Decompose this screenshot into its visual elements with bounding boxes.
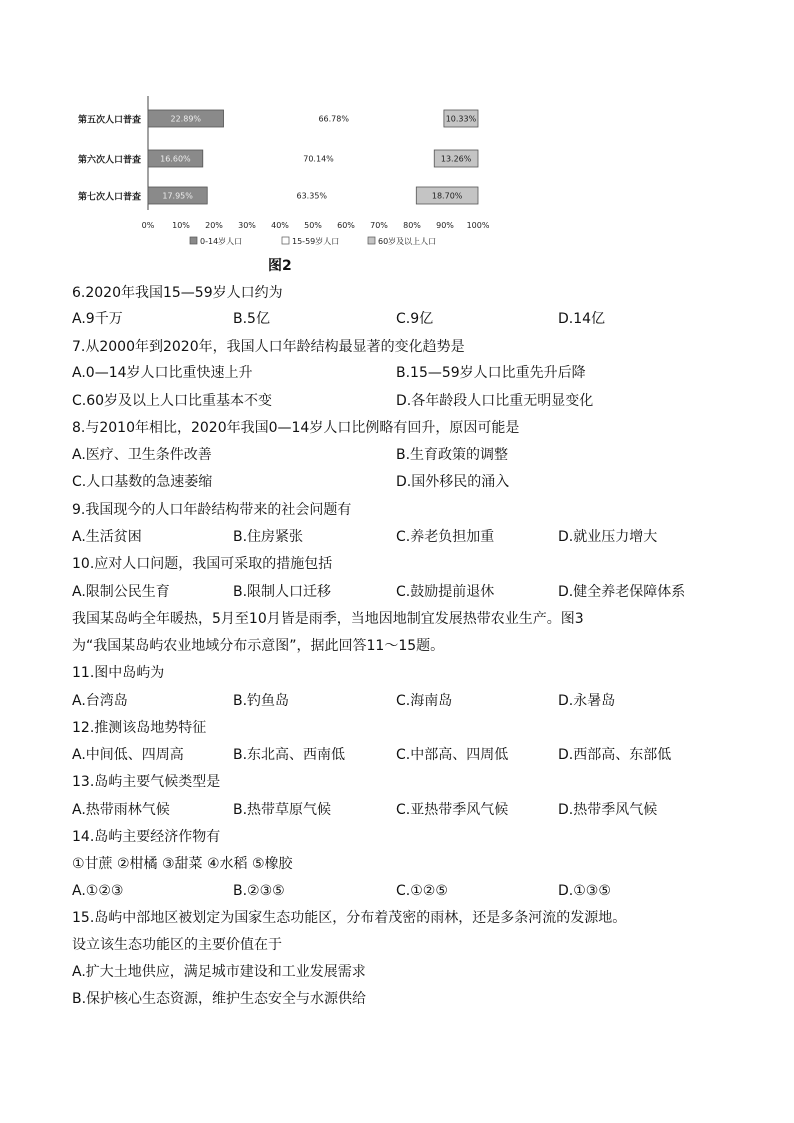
question-9-stem: 9.我国现今的人口年龄结构带来的社会问题有 xyxy=(72,502,352,518)
q6-option-b: B.5亿 xyxy=(233,311,270,327)
q6-option-d: D.14亿 xyxy=(558,311,606,327)
x-tick-label: 60% xyxy=(337,221,355,230)
figure-caption: 图2 xyxy=(268,258,292,274)
q12-option-c: C.中部高、四周低 xyxy=(396,747,509,763)
question-7-stem: 7.从2000年到2020年，我国人口年龄结构最显著的变化趋势是 xyxy=(72,339,465,355)
q10-option-a: A.限制公民生育 xyxy=(72,584,170,600)
q6-option-c: C.9亿 xyxy=(396,311,434,327)
question-14-stem: 14.岛屿主要经济作物有 xyxy=(72,829,221,845)
q9-option-c: C.养老负担加重 xyxy=(396,529,495,545)
data-label: 70.14% xyxy=(303,154,334,164)
q13-option-c: C.亚热带季风气候 xyxy=(396,802,509,818)
legend-label: 0-14岁人口 xyxy=(200,237,243,246)
x-tick-label: 40% xyxy=(271,221,289,230)
data-label: 13.26% xyxy=(440,154,472,164)
data-label: 66.78% xyxy=(318,114,349,124)
q9-option-b: B.住房紧张 xyxy=(233,529,304,545)
data-label: 18.70% xyxy=(431,191,463,201)
q10-option-d: D.健全养老保障体系 xyxy=(558,584,686,600)
q9-option-a: A.生活贫困 xyxy=(72,529,142,545)
q14-option-d: D.①③⑤ xyxy=(558,883,611,899)
chart-svg xyxy=(70,88,510,258)
q8-option-a: A.医疗、卫生条件改善 xyxy=(72,447,212,463)
q7-option-d: D.各年龄段人口比重无明显变化 xyxy=(396,393,594,409)
q6-option-a: A.9千万 xyxy=(72,311,123,327)
q12-option-d: D.西部高、东部低 xyxy=(558,747,672,763)
category-label: 第七次人口普查 xyxy=(78,192,142,203)
q15-option-a: A.扩大土地供应，满足城市建设和工业发展需求 xyxy=(72,964,366,980)
x-tick-label: 90% xyxy=(436,221,454,230)
q13-option-d: D.热带季风气候 xyxy=(558,802,658,818)
q12-option-b: B.东北高、西南低 xyxy=(233,747,346,763)
x-tick-label: 0% xyxy=(141,221,155,230)
q12-option-a: A.中间低、四周高 xyxy=(72,747,184,763)
q11-option-c: C.海南岛 xyxy=(396,693,453,709)
question-13-stem: 13.岛屿主要气候类型是 xyxy=(72,774,221,790)
legend-swatch xyxy=(368,237,375,244)
passage-line-2: 为“我国某岛屿农业地域分布示意图”，据此回答11～15题。 xyxy=(72,638,445,654)
data-label: 16.60% xyxy=(160,154,191,164)
q7-option-a: A.0—14岁人口比重快速上升 xyxy=(72,365,253,381)
data-label: 10.33% xyxy=(445,114,477,124)
q11-option-a: A.台湾岛 xyxy=(72,693,128,709)
q8-option-b: B.生育政策的调整 xyxy=(396,447,509,463)
question-11-stem: 11.图中岛屿为 xyxy=(72,665,165,681)
q13-option-a: A.热带雨林气候 xyxy=(72,802,170,818)
question-15-stem-line-1: 15.岛屿中部地区被划定为国家生态功能区，分布着茂密的雨林，还是多条河流的发源地。 xyxy=(72,910,627,926)
legend-swatch xyxy=(190,237,197,244)
question-12-stem: 12.推测该岛地势特征 xyxy=(72,720,207,736)
x-tick-label: 50% xyxy=(304,221,322,230)
legend-swatch xyxy=(282,237,289,244)
q7-option-c: C.60岁及以上人口比重基本不变 xyxy=(72,393,273,409)
q11-option-d: D.永暑岛 xyxy=(558,693,616,709)
question-8-stem: 8.与2010年相比，2020年我国0—14岁人口比例略有回升，原因可能是 xyxy=(72,420,520,436)
legend-label: 60岁及以上人口 xyxy=(378,237,437,246)
x-tick-label: 20% xyxy=(205,221,223,230)
question-10-stem: 10.应对人口问题，我国可采取的措施包括 xyxy=(72,556,333,572)
x-tick-label: 30% xyxy=(238,221,256,230)
q8-option-c: C.人口基数的急速萎缩 xyxy=(72,474,213,490)
data-label: 17.95% xyxy=(162,191,193,201)
category-label: 第六次人口普查 xyxy=(78,155,142,166)
q14-option-c: C.①②⑤ xyxy=(396,883,448,899)
q8-option-d: D.国外移民的涌入 xyxy=(396,474,510,490)
question-15-stem-line-2: 设立该生态功能区的主要价值在于 xyxy=(72,937,282,953)
q14-option-b: B.②③⑤ xyxy=(233,883,285,899)
category-label: 第五次人口普查 xyxy=(78,115,142,126)
x-tick-label: 100% xyxy=(466,221,490,230)
q11-option-b: B.钓鱼岛 xyxy=(233,693,290,709)
legend-label: 15-59岁人口 xyxy=(292,237,340,246)
q10-option-c: C.鼓励提前退休 xyxy=(396,584,495,600)
q13-option-b: B.热带草原气候 xyxy=(233,802,332,818)
x-tick-label: 70% xyxy=(370,221,388,230)
x-tick-label: 10% xyxy=(172,221,190,230)
x-tick-label: 80% xyxy=(403,221,421,230)
question-14-items: ①甘蔗 ②柑橘 ③甜菜 ④水稻 ⑤橡胶 xyxy=(72,856,293,872)
q15-option-b: B.保护核心生态资源，维护生态安全与水源供给 xyxy=(72,991,367,1007)
data-label: 22.89% xyxy=(170,114,202,124)
q7-option-b: B.15—59岁人口比重先升后降 xyxy=(396,365,586,381)
q9-option-d: D.就业压力增大 xyxy=(558,529,658,545)
data-label: 63.35% xyxy=(296,191,328,201)
population-age-structure-chart xyxy=(70,88,510,268)
passage-line-1: 我国某岛屿全年暖热，5月至10月皆是雨季，当地因地制宜发展热带农业生产。图3 xyxy=(72,611,584,627)
q10-option-b: B.限制人口迁移 xyxy=(233,584,332,600)
question-6-stem: 6.2020年我国15—59岁人口约为 xyxy=(72,285,283,301)
q14-option-a: A.①②③ xyxy=(72,883,124,899)
